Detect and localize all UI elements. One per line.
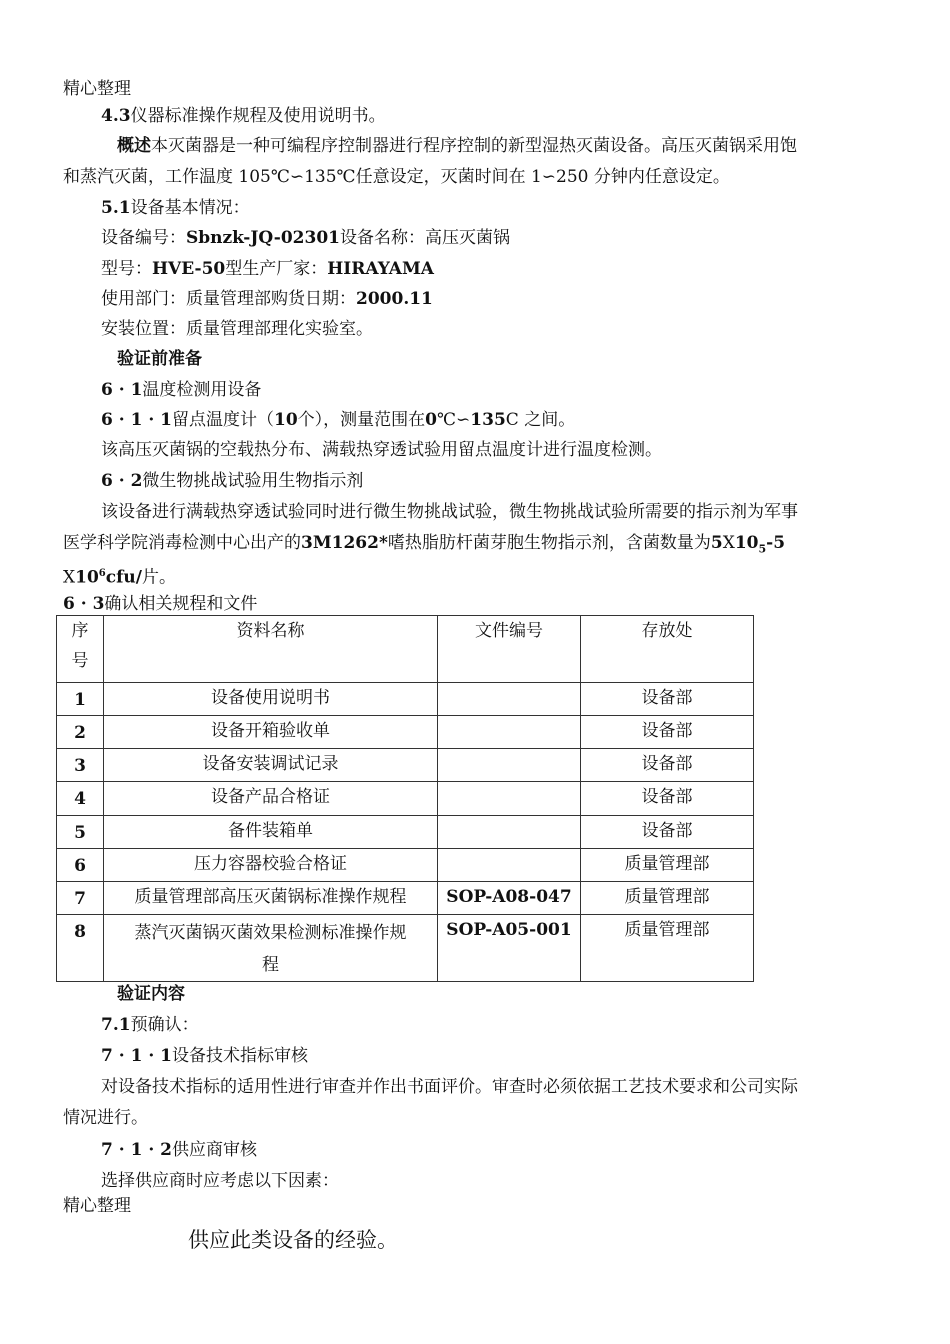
header-number: 序 号 [57,616,104,683]
section-7-1: 7.1预确认： [101,1015,199,1035]
section-6-2-line-3: $X10^6cfu/$片。 [63,567,176,588]
table-row: 7 质量管理部高压灭菌锅标准操作规程 SOP-A08-047 质量管理部 [57,882,754,915]
section-5-1: 5.1设备基本情况： [101,198,250,218]
table-row: 5 备件装箱单 设备部 [57,816,754,849]
equipment-id-line: 设备编号：Sbnzk-JQ-02301设备名称：高压灭菌锅 [101,228,510,248]
equipment-model-line: 型号：HVE-50型生产厂家：HIRAYAMA [101,259,434,279]
section-4-3: 4.3仪器标准操作规程及使用说明书。 [101,106,386,126]
section-7-1-1: 7 · 1 · 1设备技术指标审核 [101,1046,308,1066]
table-row: 3 设备安装调试记录 设备部 [57,749,754,782]
content-heading: 验证内容 [117,984,185,1004]
table-row: 1 设备使用说明书 设备部 [57,683,754,716]
section-6-1-1-text: 该高压灭菌锅的空载热分布、满载热穿透试验用留点温度计进行温度检测。 [101,440,662,460]
page-footer: 精心整理 [63,1196,131,1216]
section-6-2-line-2: 医学科学院消毒检测中心出产的3M1262*嗜热脂肪杆菌芽胞生物指示剂，含菌数量为$5X10_5-5$ [63,533,786,556]
equipment-dept-line: 使用部门：质量管理部购货日期：2000.11 [101,289,433,309]
section-7-1-2: 7 · 1 · 2供应商审核 [101,1140,257,1160]
section-6-2-line-1: 该设备进行满载热穿透试验同时进行微生物挑战试验，微生物挑战试验所需要的指示剂为军事 [101,502,798,522]
section-6-1-1: 6 · 1 · 1留点温度计（10个），测量范围在0℃∽135C 之间。 [101,410,576,430]
section-6-2: 6 · 2微生物挑战试验用生物指示剂 [101,471,364,491]
documents-table [56,615,754,982]
equipment-location-line: 安装位置：质量管理部理化实验室。 [101,319,373,339]
supplier-experience-item: 供应此类设备的经验。 [188,1228,398,1252]
table-row: 4 设备产品合格证 设备部 [57,782,754,816]
overview-line-2: 和蒸汽灭菌，工作温度 105℃∽135℃任意设定，灭菌时间在 1∽250 分钟内任意设定。 [63,167,730,187]
table-row: 8 蒸汽灭菌锅灭菌效果检测标准操作规 程 SOP-A05-001 质量管理部 [57,915,754,982]
section-6-3: 6 · 3确认相关规程和文件 [63,594,258,614]
section-7-1-2-text: 选择供应商时应考虑以下因素： [101,1171,339,1191]
table-header-row [57,616,754,683]
section-7-1-1-line-1: 对设备技术指标的适用性进行审查并作出书面评价。审查时必须依据工艺技术要求和公司实际 [101,1077,798,1097]
prep-heading: 验证前准备 [117,349,202,369]
overview-line-1: 概述本灭菌器是一种可编程序控制器进行程序控制的新型湿热灭菌设备。高压灭菌锅采用饱 [117,136,797,156]
page-header: 精心整理 [63,79,131,99]
header-code: 文件编号 [438,616,581,683]
table-row: 6 压力容器校验合格证 质量管理部 [57,849,754,882]
header-location: 存放处 [581,616,754,683]
section-7-1-1-line-2: 情况进行。 [63,1108,148,1128]
section-6-1: 6 · 1温度检测用设备 [101,380,262,400]
header-name: 资料名称 [104,616,438,683]
table-row: 2 设备开箱验收单 设备部 [57,716,754,749]
